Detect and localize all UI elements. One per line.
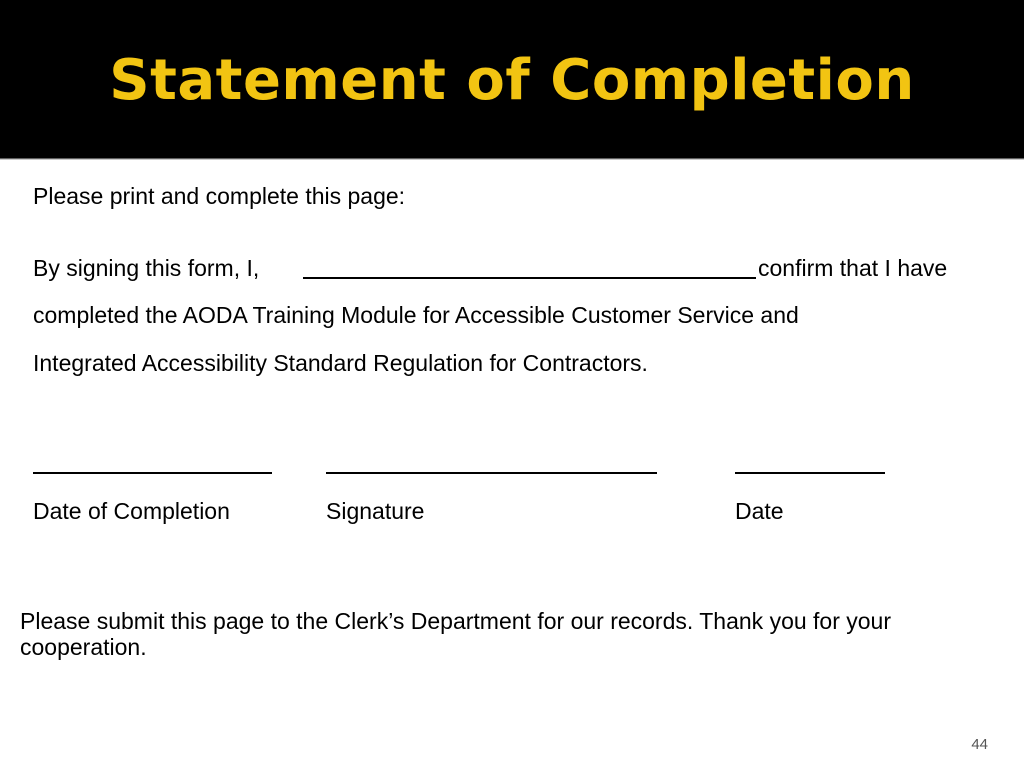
name-blank-line	[303, 277, 756, 279]
statement-prefix: By signing this form, I,	[33, 255, 260, 281]
date-line	[735, 472, 885, 474]
date-of-completion-line	[33, 472, 272, 474]
intro-text: Please print and complete this page:	[33, 183, 406, 209]
statement-line-2: completed the AODA Training Module for Accessible Customer Service and	[33, 302, 799, 328]
date-of-completion-label: Date of Completion	[33, 498, 230, 524]
statement-line-3: Integrated Accessibility Standard Regulation for Contractors.	[33, 350, 648, 376]
signature-line	[326, 472, 657, 474]
page-title: Statement of Completion	[109, 48, 915, 113]
signature-label: Signature	[326, 498, 425, 524]
statement-suffix: confirm that I have	[758, 255, 948, 281]
closing-note: Please submit this page to the Clerk’s Department for our records. Thank you for your cooperation.	[20, 608, 892, 660]
page-number: 44	[971, 736, 988, 753]
date-label: Date	[735, 498, 784, 524]
